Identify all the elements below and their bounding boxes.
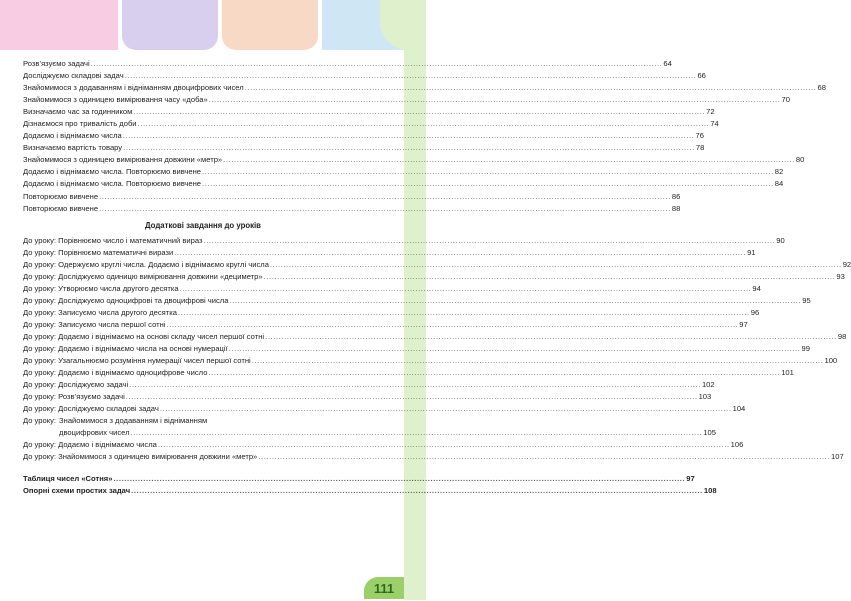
entry-title: До уроку: Порівнюємо математичні вирази <box>23 247 174 257</box>
toc-entry[interactable] <box>23 130 704 142</box>
entry-title: До уроку: Додаємо і віднімаємо на основі складу чисел першої сотні <box>23 331 265 341</box>
dot-leader <box>174 247 746 259</box>
entry-title: Визначаємо вартість товару <box>23 143 123 153</box>
toc-entry[interactable] <box>23 166 784 178</box>
entry-page: 108 <box>703 485 717 495</box>
entry-title: До уроку: Досліджуємо одноцифрові та двоцифрові числа <box>23 295 229 305</box>
dot-leader <box>203 235 775 247</box>
toc-entry[interactable] <box>23 295 811 307</box>
entry-page: 78 <box>695 143 705 153</box>
entry-title: Знайомимося з одиницею вимірювання часу «доба» <box>23 95 208 105</box>
toc-entry[interactable] <box>23 203 681 215</box>
tab-lilac <box>122 0 218 50</box>
toc-extra-tail-list <box>23 439 844 463</box>
toc-entry[interactable] <box>23 94 790 106</box>
toc-entry[interactable] <box>23 154 805 166</box>
entry-title: До уроку: Записуємо числа першої сотні <box>23 319 166 329</box>
dot-leader <box>202 178 774 190</box>
entry-title: Додаємо і віднімаємо числа <box>23 131 122 141</box>
toc-main-list <box>23 58 826 215</box>
toc-entry[interactable] <box>23 283 761 295</box>
entry-page: 96 <box>750 307 760 317</box>
entry-page: 97 <box>686 473 695 483</box>
entry-page: 68 <box>817 83 826 93</box>
entry-page: 97 <box>739 319 748 329</box>
dot-leader <box>202 166 774 178</box>
page-number-badge: 111 <box>364 577 404 599</box>
entry-title-continued: двоцифрових чисел <box>59 428 130 438</box>
toc-entry[interactable] <box>23 379 715 391</box>
entry-title: Визначаємо час за годинником <box>23 107 133 117</box>
entry-page: 99 <box>801 344 810 354</box>
entry-page: 98 <box>837 331 847 341</box>
entry-page: 106 <box>730 440 744 450</box>
toc-entry[interactable] <box>23 259 851 271</box>
dot-leader <box>99 203 671 215</box>
entry-title: До уроку: Додаємо і віднімаємо одноцифрове число <box>23 368 208 378</box>
entry-title: Досліджуємо складові задач <box>23 71 124 81</box>
dot-leader <box>209 94 781 106</box>
entry-title: До уроку: Досліджуємо задачі <box>23 380 129 390</box>
toc-entry[interactable] <box>23 82 826 94</box>
toc-entry[interactable] <box>23 391 712 403</box>
entry-page: 92 <box>842 259 851 269</box>
dot-leader <box>229 343 801 355</box>
entry-page: 102 <box>701 380 715 390</box>
dot-leader <box>123 142 695 154</box>
entry-page: 105 <box>703 428 716 438</box>
entry-page: 84 <box>774 179 784 189</box>
entry-page: 107 <box>831 452 844 462</box>
entry-title: Повторюємо вивчене <box>23 203 99 213</box>
toc-entry[interactable] <box>23 191 681 203</box>
dot-leader <box>131 485 703 497</box>
toc-entry[interactable] <box>23 142 705 154</box>
toc-entry[interactable] <box>23 58 672 70</box>
toc-entry[interactable] <box>23 355 838 367</box>
toc-entry[interactable] <box>23 247 756 259</box>
dot-leader <box>229 295 801 307</box>
entry-title: Дізнаємося про тривалість доби <box>23 119 137 129</box>
toc-entry[interactable] <box>23 106 715 118</box>
dot-leader <box>252 355 824 367</box>
entry-page: 101 <box>781 368 794 378</box>
toc-entry[interactable] <box>23 70 706 82</box>
entry-page: 86 <box>671 191 681 201</box>
entry-page: 104 <box>732 404 746 414</box>
entry-page: 93 <box>836 271 845 281</box>
entry-page: 91 <box>747 247 756 257</box>
entry-title: Повторюємо вивчене <box>23 191 99 201</box>
dot-leader <box>91 58 663 70</box>
entry-title: До уроку: Розв’язуємо задачі <box>23 392 125 402</box>
entry-title: Розв’язуємо задачі <box>23 59 90 68</box>
entry-title: До уроку: Порівнюємо число і математичний вираз <box>23 235 203 245</box>
entry-page: 72 <box>706 107 715 117</box>
entry-title: До уроку: Утворюємо числа другого десятка <box>23 283 179 293</box>
toc-entry[interactable] <box>23 307 760 319</box>
toc-entry[interactable] <box>23 331 847 343</box>
entry-title: Знайомимося з додаванням і відніманням <box>59 416 208 426</box>
toc-extra-list <box>23 235 851 416</box>
entry-title: До уроку: Додаємо і віднімаємо числа на основі нумерації <box>23 344 228 354</box>
dot-leader <box>245 82 817 94</box>
tab-pink <box>0 0 118 50</box>
toc-entry[interactable] <box>23 415 716 439</box>
entry-prefix: До уроку: <box>23 416 57 426</box>
toc-entry[interactable] <box>23 367 794 379</box>
entry-page: 94 <box>752 283 761 293</box>
entry-title: До уроку: Додаємо і віднімаємо числа <box>23 440 157 450</box>
entry-title: Знайомимося з додаванням і відніманням двоцифрових чисел <box>23 83 244 93</box>
dot-leader <box>126 391 698 403</box>
entry-title: Додаємо і віднімаємо числа. Повторюємо вивчене <box>23 179 202 189</box>
toc-entry[interactable] <box>23 451 844 463</box>
dot-leader <box>138 118 710 130</box>
toc-entry[interactable] <box>23 271 845 283</box>
dot-leader <box>113 473 685 485</box>
toc-bottom-list <box>23 473 717 497</box>
dot-leader <box>180 283 752 295</box>
dot-leader <box>223 154 795 166</box>
dot-leader <box>264 271 836 283</box>
toc-entry[interactable] <box>23 118 719 130</box>
dot-leader <box>99 191 671 203</box>
toc-entry[interactable] <box>23 343 810 355</box>
dot-leader <box>258 451 830 463</box>
entry-page: 70 <box>781 95 790 105</box>
entry-title: Додаємо і віднімаємо числа. Повторюємо вивчене <box>23 167 202 177</box>
entry-page: 95 <box>802 295 811 305</box>
dot-leader <box>125 70 697 82</box>
dot-leader <box>131 427 703 439</box>
dot-leader <box>166 319 738 331</box>
toc-entry[interactable] <box>23 485 717 497</box>
entry-title: До уроку: Записуємо числа другого десятка <box>23 307 177 317</box>
dot-leader <box>129 379 701 391</box>
entry-page: 88 <box>671 203 681 213</box>
dot-leader <box>160 403 732 415</box>
toc-entry[interactable] <box>23 235 785 247</box>
entry-page: 103 <box>698 392 712 402</box>
dot-leader <box>133 106 705 118</box>
entry-page: 74 <box>710 119 719 129</box>
header-color-tabs <box>0 0 426 50</box>
dot-leader <box>265 331 837 343</box>
entry-title: Опорні схеми простих задач <box>23 485 131 495</box>
toc-entry[interactable] <box>23 473 695 485</box>
toc-entry[interactable] <box>23 319 748 331</box>
entry-page: 76 <box>695 131 704 141</box>
entry-title: До уроку: Досліджуємо складові задач <box>23 404 159 414</box>
entry-page: 90 <box>776 235 785 245</box>
entry-page: 66 <box>697 71 706 81</box>
entry-page: 82 <box>774 167 784 177</box>
entry-title: Таблиця чисел «Сотня» <box>23 473 113 483</box>
toc-entry[interactable] <box>23 403 746 415</box>
dot-leader <box>178 307 750 319</box>
entry-title: Знайомимося з одиницею вимірювання довжини «метр» <box>23 155 223 165</box>
section-heading: Додаткові завдання до уроків <box>145 220 261 230</box>
entry-page: 80 <box>795 155 805 165</box>
toc-entry[interactable] <box>23 439 744 451</box>
entry-title: До уроку: Досліджуємо одиницю вимірювання довжини «дециметр» <box>23 271 263 281</box>
dot-leader <box>208 367 780 379</box>
entry-page: 64 <box>663 59 672 68</box>
entry-title: До уроку: Знайомимося з одиницею вимірювання довжини «метр» <box>23 452 258 462</box>
toc-entry[interactable] <box>23 178 784 190</box>
dot-leader <box>123 130 695 142</box>
entry-title: До уроку: Узагальнюємо розуміння нумерації чисел першої сотні <box>23 356 251 366</box>
table-of-contents <box>23 58 851 497</box>
tab-peach <box>222 0 318 50</box>
entry-page: 100 <box>824 356 838 366</box>
dot-leader <box>270 259 842 271</box>
dot-leader <box>158 439 730 451</box>
entry-title: До уроку: Одержуємо круглі числа. Додаємо і віднімаємо круглі числа <box>23 259 269 269</box>
